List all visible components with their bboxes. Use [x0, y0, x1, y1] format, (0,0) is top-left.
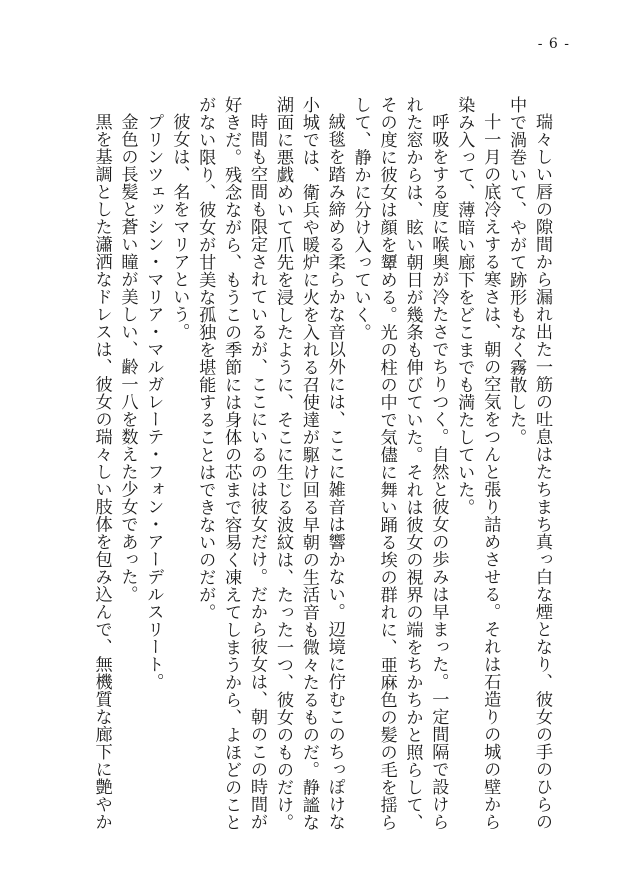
page-number: - 6 - [537, 36, 570, 52]
paragraph: 瑞々しい唇の隙間から漏れ出た一筋の吐息はたちまち真っ白な煙となり、彼女の手のひらの中で渦巻いて、やがて跡形もなく霧散した。 [506, 96, 552, 831]
paragraph: 彼女は、名をマリアという。 [169, 113, 190, 341]
paragraph: 黒を基調とした瀟洒なドレスは、彼女の瑞々しい肢体を包み込んで、無機質な廊下に艶やか [91, 113, 112, 831]
paragraph: 時間も空間も限定されているが、ここにいるのは彼女だけ。だから彼女は、朝のこの時間が好きだ。残念ながら、もうこの季節には身体の芯まで容易く凍えてしまうから、よほどのことがない限り、彼女が甘美な孤独を堪能することはできないのだが。 [195, 96, 268, 831]
paragraph: プリンツェッシン・マリア・マルガレーテ・フォン・アーデルスリート。 [143, 113, 164, 691]
paragraph: 呼吸をする度に喉奥が冷たさでちりつく。自然と彼女の歩みは早まった。一定間隔で設けられた窓からは、眩い朝日が幾条も伸びていた。それは彼女の視界の端をちかちかと照らして、その度に彼女は顔を顰める。光の柱の中で気儘に舞い踊る埃の群れに、亜麻色の髪の毛を揺らして、静かに分け入っていく。 [350, 96, 449, 831]
paragraph: 絨毯を踏み締める柔らかな音以外には、ここに雑音は響かない。辺境に佇むこのちっぽけな小城では、衛兵や暖炉に火を入れる召使達が駆け回る早朝の生活音も微々たるものだ。静謐な湖面に悪戯めいて爪先を浸したように、そこに生じる波紋は、たった一つ、彼女のものだけ。 [272, 96, 345, 831]
body-text [58, 96, 554, 836]
paragraph: 金色の長髪と蒼い瞳が美しい、齢一八を数えた少女であった。 [117, 113, 138, 604]
paragraph: 十一月の底冷えする寒さは、朝の空気をつんと張り詰めさせる。それは石造りの城の壁から染み入って、薄暗い廊下をどこまでも満たしていた。 [454, 96, 501, 831]
